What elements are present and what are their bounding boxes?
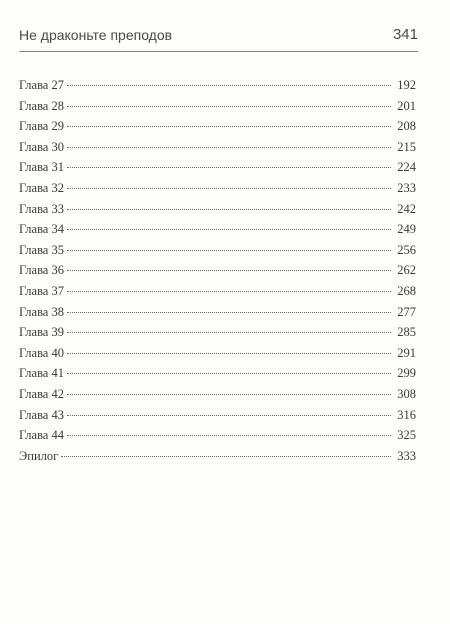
toc-entry — [19, 137, 416, 158]
toc-entry — [19, 75, 416, 96]
dot-leader — [67, 373, 391, 374]
toc-entry-page-number: 242 — [397, 201, 416, 216]
toc-entry-label: Глава 37 — [19, 283, 64, 298]
table-of-contents — [19, 75, 416, 466]
dot-leader — [67, 332, 391, 333]
toc-entry-page-number: 192 — [397, 78, 416, 92]
dot-leader — [67, 188, 391, 189]
toc-entry — [19, 363, 416, 384]
toc-entry-label: Эпилог — [19, 448, 59, 463]
toc-entry — [19, 96, 416, 117]
dot-leader — [67, 126, 391, 127]
toc-entry-label: Глава 39 — [19, 325, 64, 340]
toc-entry — [19, 260, 416, 281]
toc-entry — [19, 240, 416, 261]
toc-entry-label: Глава 43 — [19, 407, 64, 422]
toc-entry — [19, 425, 416, 446]
dot-leader — [67, 229, 391, 230]
toc-entry-label: Глава 36 — [19, 263, 64, 278]
toc-entry-page-number: 285 — [397, 325, 416, 340]
dot-leader — [67, 209, 391, 210]
dot-leader — [67, 250, 391, 251]
toc-entry — [19, 405, 416, 426]
dot-leader — [67, 415, 391, 416]
toc-entry-label: Глава 33 — [19, 201, 64, 216]
toc-entry-page-number: 268 — [397, 283, 416, 298]
dot-leader — [67, 167, 391, 168]
dot-leader — [67, 85, 391, 86]
dot-leader — [67, 147, 391, 148]
running-head-title: Не драконьте преподов — [19, 27, 173, 43]
toc-entry-label: Глава 30 — [19, 139, 64, 154]
dot-leader — [67, 394, 391, 395]
toc-entry — [19, 384, 416, 405]
running-head — [19, 24, 418, 46]
toc-entry — [19, 199, 416, 220]
toc-entry-page-number: 233 — [397, 180, 416, 195]
toc-entry-page-number: 201 — [397, 98, 416, 113]
dot-leader — [67, 353, 391, 354]
toc-entry — [19, 178, 416, 199]
toc-entry — [19, 446, 416, 467]
toc-entry — [19, 302, 416, 323]
toc-entry — [19, 343, 416, 364]
toc-entry-page-number: 316 — [397, 407, 416, 422]
toc-entry-page-number: 291 — [397, 345, 416, 360]
toc-entry-label: Глава 27 — [19, 78, 64, 92]
dot-leader — [67, 291, 391, 292]
toc-entry — [19, 157, 416, 178]
toc-entry-label: Глава 38 — [19, 304, 64, 319]
dot-leader — [67, 106, 391, 107]
toc-entry-label: Глава 28 — [19, 98, 64, 113]
toc-entry-page-number: 224 — [397, 160, 416, 175]
toc-entry-label: Глава 41 — [19, 366, 64, 381]
toc-entry-label: Глава 29 — [19, 119, 64, 134]
toc-entry-label: Глава 42 — [19, 386, 64, 401]
dot-leader — [67, 435, 391, 436]
toc-entry-page-number: 333 — [397, 448, 416, 463]
toc-entry-label: Глава 35 — [19, 242, 64, 257]
toc-entry-page-number: 277 — [397, 304, 416, 319]
toc-entry — [19, 281, 416, 302]
toc-entry-page-number: 249 — [397, 222, 416, 237]
toc-entry — [19, 322, 416, 343]
toc-entry — [19, 219, 416, 240]
toc-entry-label: Глава 31 — [19, 160, 64, 175]
toc-entry-page-number: 308 — [397, 386, 416, 401]
toc-entry-page-number: 256 — [397, 242, 416, 257]
toc-entry-page-number: 325 — [397, 428, 416, 443]
toc-entry-page-number: 299 — [397, 366, 416, 381]
toc-entry-label: Глава 40 — [19, 345, 64, 360]
toc-entry-label: Глава 34 — [19, 222, 64, 237]
toc-entry-page-number: 208 — [397, 119, 416, 134]
toc-entry-page-number: 215 — [397, 139, 416, 154]
toc-entry-label: Глава 32 — [19, 180, 64, 195]
toc-entry-page-number: 262 — [397, 263, 416, 278]
page-number: 341 — [392, 26, 418, 43]
dot-leader — [61, 456, 391, 457]
toc-entry — [19, 116, 416, 137]
toc-entry-label: Глава 44 — [19, 428, 64, 443]
header-divider — [19, 51, 418, 52]
dot-leader — [67, 270, 391, 271]
dot-leader — [67, 312, 391, 313]
